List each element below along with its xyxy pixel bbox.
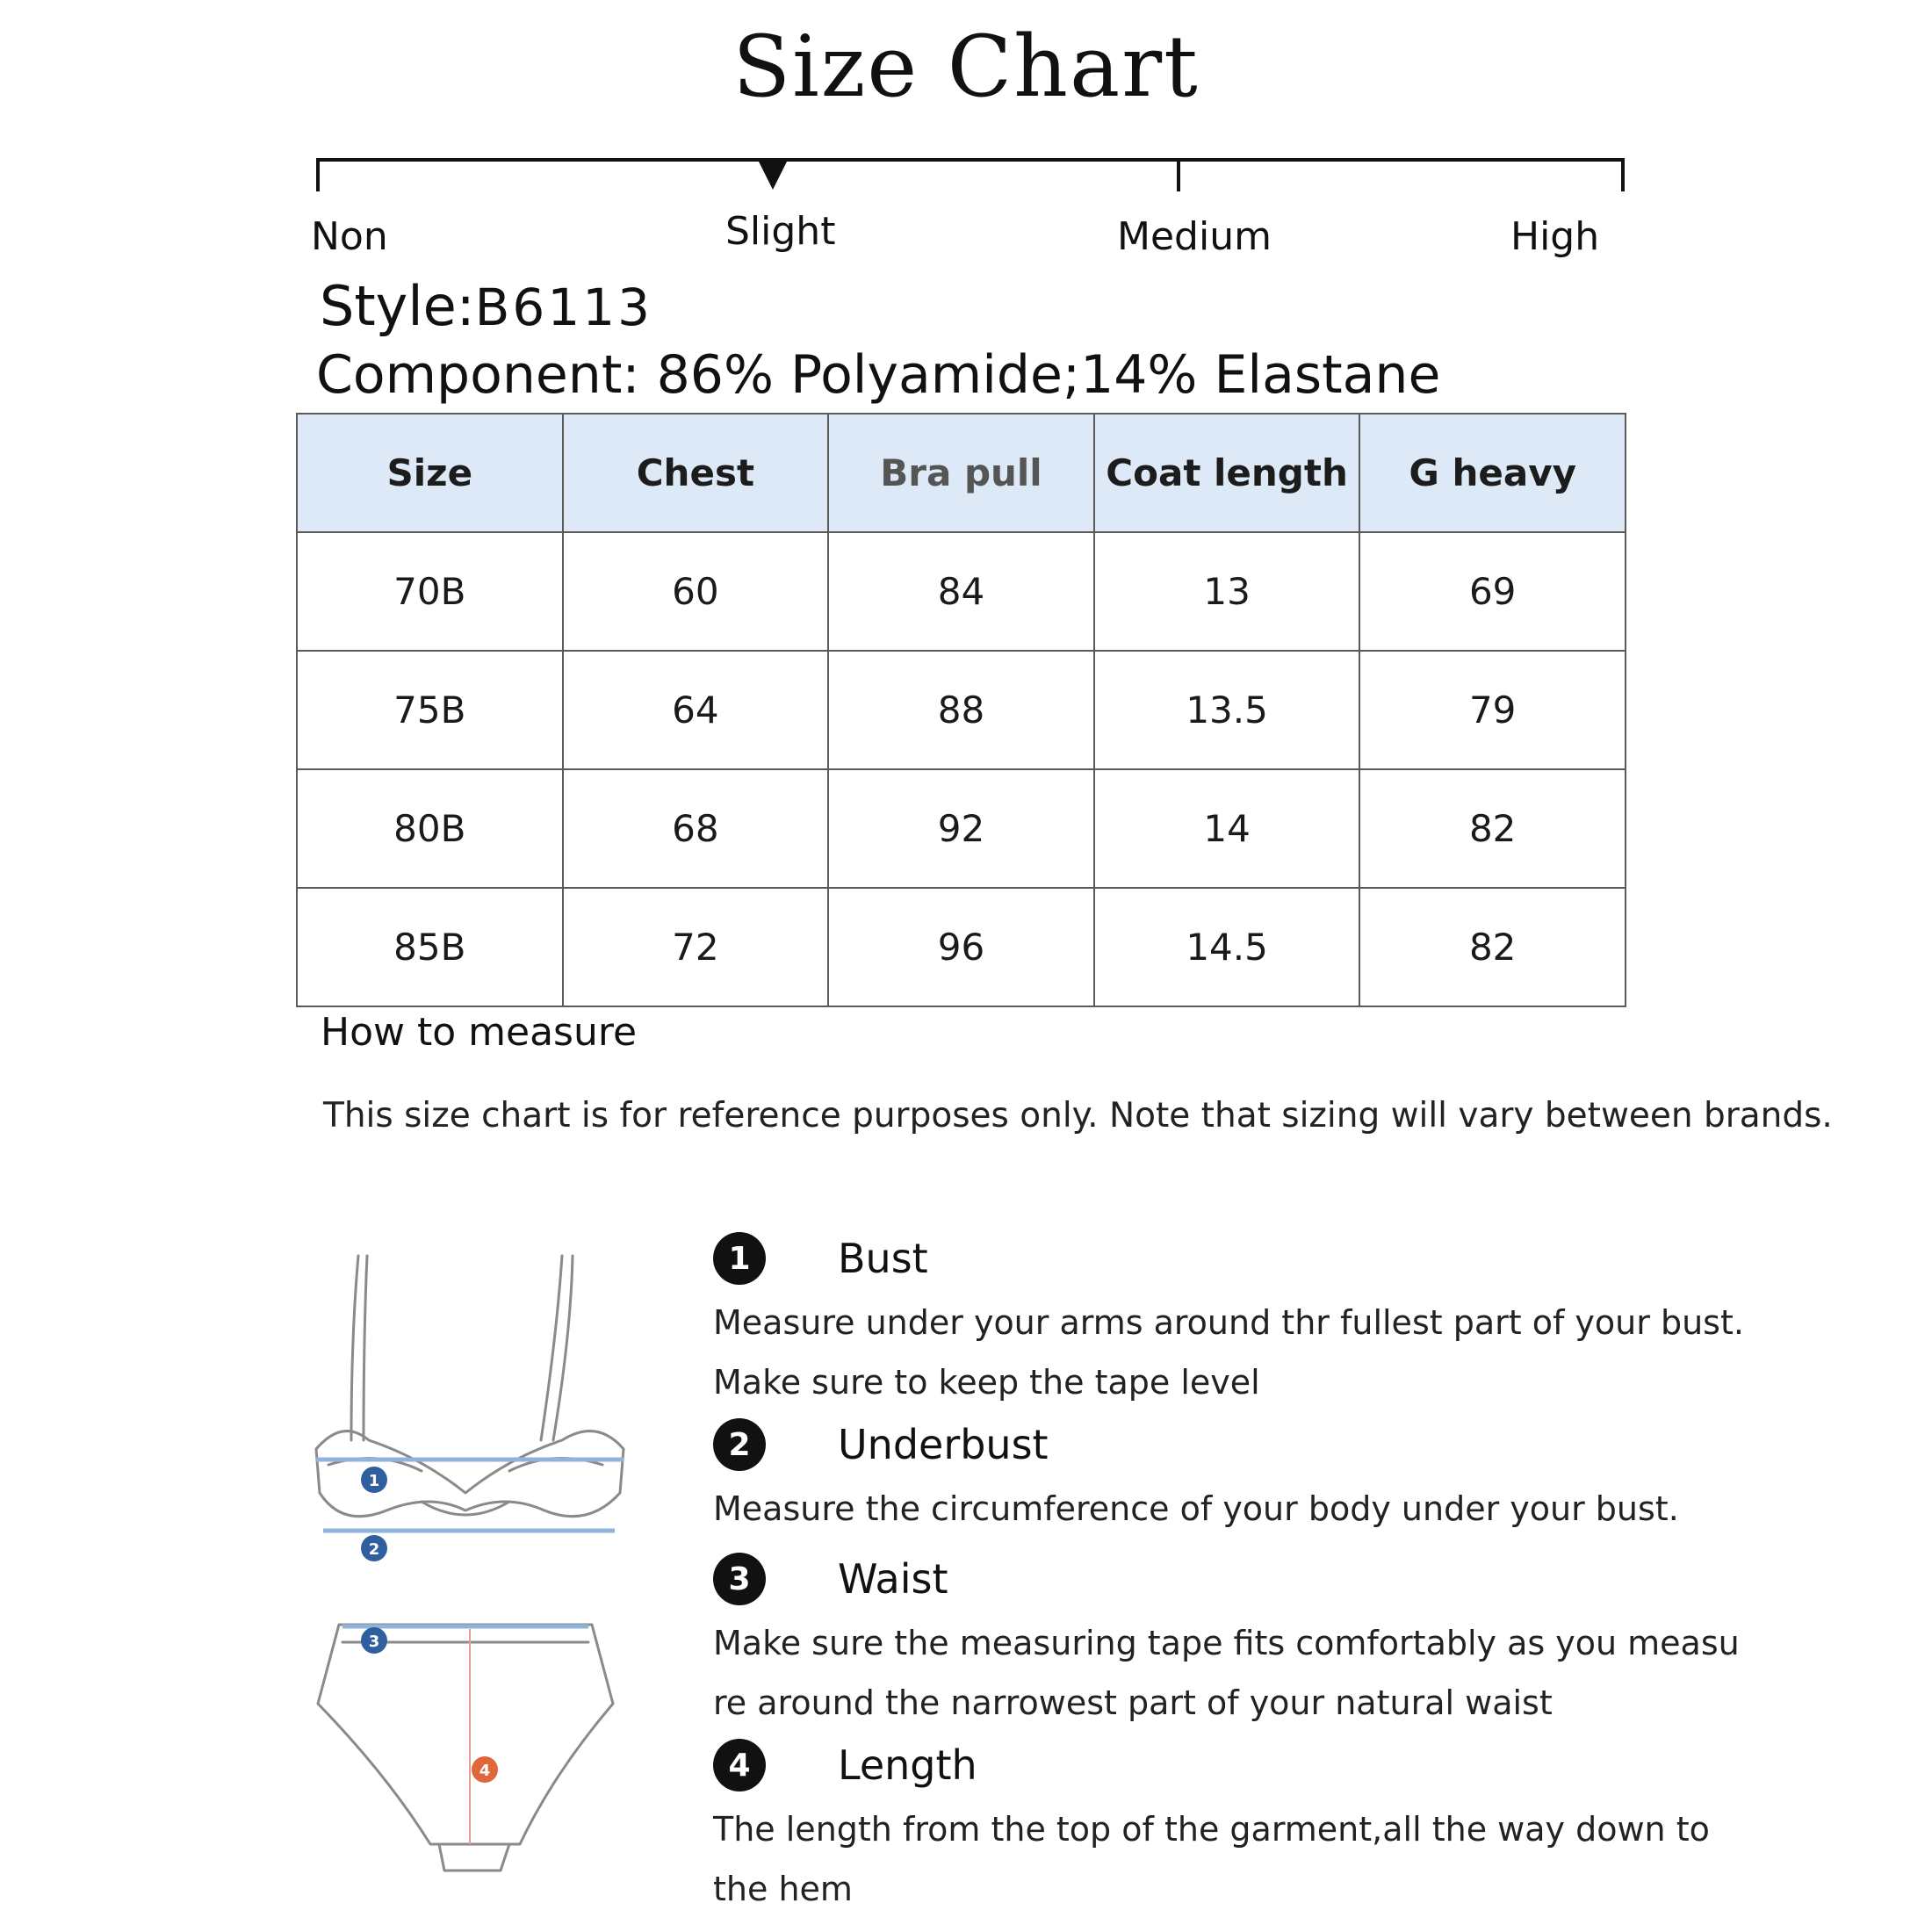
header-chest: Chest bbox=[563, 414, 829, 532]
table-cell: 85B bbox=[297, 888, 563, 1006]
table-cell: 14 bbox=[1094, 769, 1360, 888]
step-waist bbox=[713, 1548, 1881, 1733]
step-description bbox=[713, 1613, 1881, 1733]
style-code: B6113 bbox=[474, 278, 653, 337]
table-cell: 60 bbox=[563, 532, 829, 651]
table-cell: 68 bbox=[563, 769, 829, 888]
step-number-badge: 3 bbox=[713, 1553, 766, 1605]
scale-line bbox=[316, 158, 1625, 162]
step-line: Measure the circumference of your body under your bust. bbox=[713, 1489, 1679, 1528]
step-title: Waist bbox=[838, 1555, 948, 1603]
table-cell: 92 bbox=[828, 769, 1094, 888]
table-cell: 13.5 bbox=[1094, 651, 1360, 769]
step-number-badge: 1 bbox=[713, 1232, 766, 1285]
table-cell: 84 bbox=[828, 532, 1094, 651]
marker-underbust-label: 2 bbox=[368, 1540, 380, 1559]
step-bust bbox=[713, 1228, 1881, 1412]
scale-tick-high bbox=[1621, 158, 1625, 191]
table-cell: 96 bbox=[828, 888, 1094, 1006]
step-number-badge: 4 bbox=[713, 1739, 766, 1791]
style-label: Style: bbox=[320, 274, 475, 338]
page-title: Size Chart bbox=[732, 18, 1200, 116]
step-number-badge: 2 bbox=[713, 1418, 766, 1471]
step-title: Length bbox=[838, 1741, 977, 1789]
table-cell: 69 bbox=[1359, 532, 1626, 651]
table-cell: 82 bbox=[1359, 769, 1626, 888]
table-cell: 75B bbox=[297, 651, 563, 769]
how-to-measure-title: How to measure bbox=[321, 1010, 638, 1055]
bikini-set-measurement-diagram-icon bbox=[290, 1229, 641, 1888]
scale-tick-medium bbox=[1177, 158, 1180, 191]
size-table bbox=[296, 413, 1626, 1007]
table-row bbox=[297, 888, 1626, 1006]
step-underbust bbox=[713, 1414, 1881, 1539]
scale-label-medium: Medium bbox=[1117, 214, 1272, 259]
table-row bbox=[297, 532, 1626, 651]
table-row bbox=[297, 769, 1626, 888]
scale-label-high: High bbox=[1510, 214, 1600, 259]
step-line: Measure under your arms around thr fullest part of your bust. bbox=[713, 1303, 1744, 1342]
step-length bbox=[713, 1734, 1881, 1919]
table-cell: 79 bbox=[1359, 651, 1626, 769]
step-line: re around the narrowest part of your natural waist bbox=[713, 1683, 1553, 1722]
step-description bbox=[713, 1293, 1881, 1412]
table-cell: 14.5 bbox=[1094, 888, 1360, 1006]
table-cell: 82 bbox=[1359, 888, 1626, 1006]
disclaimer-text: This size chart is for reference purposes only. Note that sizing will vary between brands. bbox=[323, 1096, 1833, 1135]
header-coat-length: Coat length bbox=[1094, 414, 1360, 532]
scale-tick-non bbox=[316, 158, 320, 191]
table-cell: 80B bbox=[297, 769, 563, 888]
header-size: Size bbox=[297, 414, 563, 532]
marker-bust-label: 1 bbox=[368, 1472, 380, 1490]
marker-waist-label: 3 bbox=[368, 1633, 380, 1651]
scale-label-slight: Slight bbox=[725, 209, 836, 254]
table-cell: 13 bbox=[1094, 532, 1360, 651]
step-title: Bust bbox=[838, 1235, 928, 1282]
step-line: Make sure to keep the tape level bbox=[713, 1363, 1260, 1402]
step-description bbox=[713, 1479, 1881, 1539]
header-bra-pull: Bra pull bbox=[828, 414, 1094, 532]
table-cell: 64 bbox=[563, 651, 829, 769]
scale-label-non: Non bbox=[311, 214, 388, 259]
step-description bbox=[713, 1799, 1881, 1919]
step-title: Underbust bbox=[838, 1421, 1049, 1468]
marker-length-label: 4 bbox=[479, 1762, 491, 1780]
stretch-scale bbox=[311, 158, 1625, 263]
component-line: Component: 86% Polyamide;14% Elastane bbox=[316, 344, 1441, 406]
table-cell: 88 bbox=[828, 651, 1094, 769]
scale-marker-icon bbox=[757, 158, 789, 190]
table-cell: 72 bbox=[563, 888, 829, 1006]
step-line: Make sure the measuring tape fits comfortably as you measu bbox=[713, 1624, 1740, 1662]
table-cell: 70B bbox=[297, 532, 563, 651]
table-header-row bbox=[297, 414, 1626, 532]
table-row bbox=[297, 651, 1626, 769]
step-line: The length from the top of the garment,all the way down to bbox=[713, 1810, 1710, 1849]
style-line bbox=[320, 274, 652, 338]
header-g-heavy: G heavy bbox=[1359, 414, 1626, 532]
step-line: the hem bbox=[713, 1870, 853, 1908]
